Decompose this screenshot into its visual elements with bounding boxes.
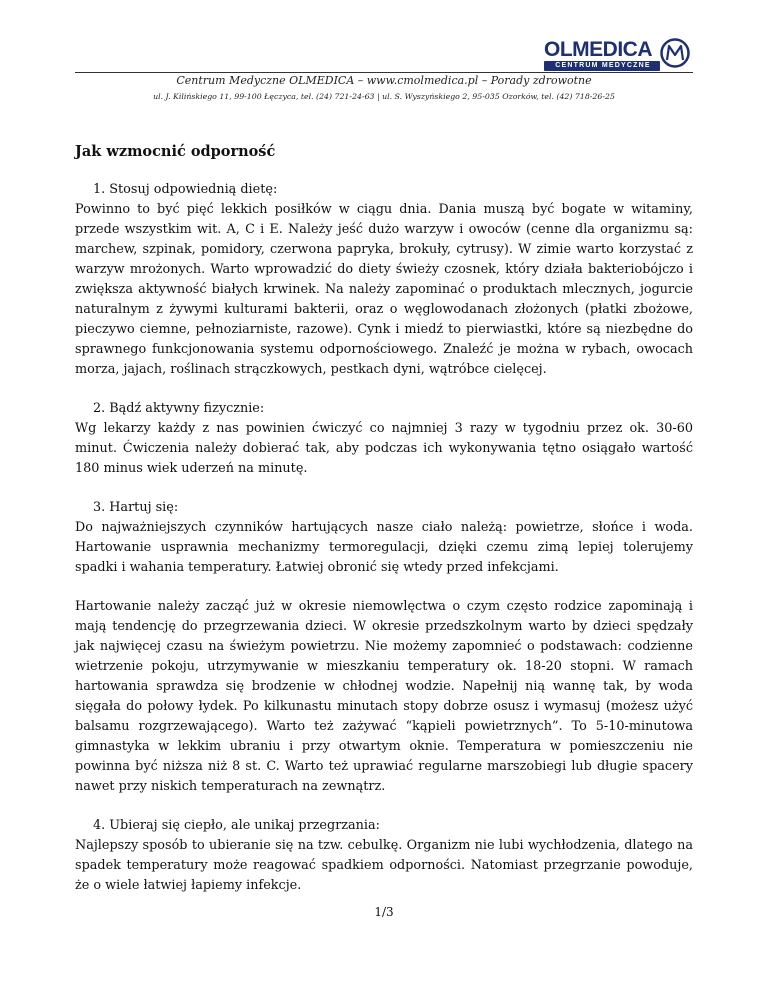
paragraph: Najlepszy sposób to ubieranie się na tzw. cebulkę. Organizm nie lubi wychłodzenia, dlatego na spadek temperatury może reagować spadkiem odporności. Natomiast przegrzanie powoduje, że o wiele łatwiej łapiemy infekcje. [75,838,693,893]
section-diet [75,180,693,380]
page-number: 1/3 [374,905,394,919]
paragraph: Wg lekarzy każdy z nas powinien ćwiczyć co najmniej 3 razy w tygodniu przez ok. 30-60 minut. Ćwiczenia należy dobierać tak, aby podczas ich wykonywania tętno osiągało wartość 180 minus wiek uderzeń na minutę. [75,421,693,476]
logo-wordmark: OLMEDICA [544,38,652,61]
section-hardening [75,498,693,578]
section-clothing [75,816,693,896]
section-heading: 2. Bądź aktywny fizycznie: [93,401,265,416]
paragraph: Powinno to być pięć lekkich posiłków w ciągu dnia. Dania muszą być bogate w witaminy, przede wszystkim wit. A, C i E. Należy jeść dużo warzyw i owoców (cenne dla organizmu są: marchew, szpinak, pomidory, czerwona papryka, brokuły, cytrusy). W zimie warto korzystać z warzyw mrożonych. Warto wprowadzić do diety świeży czosnek, który działa bakteriobójczo i zwiększa aktywność białych krwinek. Na należy zapominać o produktach mlecznych, jogurcie naturalnym z żywymi kulturami bakterii, oraz o węglowodanach złożonych (płatki zbożowe, pieczywo ciemne, pełnoziarniste, razowe). Cynk i miedź to pierwiastki, które są niezbędne do sprawnego funkcjonowania systemu odpornościowego. Znaleźć je można w rybach, owocach morza, jajach, roślinach strączkowych, pestkach dyni, wątróbce cielęcej. [75,202,693,377]
header-address-line: ul. J. Kilińskiego 11, 99-100 Łęczyca, tel. (24) 721-24-63 | ul. S. Wyszyńskiego 2, 95-035 Ozorków, tel. (42) 718-26-25 [153,92,615,101]
document-body [75,180,693,915]
section-heading: 1. Stosuj odpowiednią dietę: [93,182,278,197]
header-title-line: Centrum Medyczne OLMEDICA – www.cmolmedica.pl – Porady zdrowotne [176,74,592,87]
olmedica-logo [544,38,692,74]
section-heading: 4. Ubieraj się ciepło, ale unikaj przegrzania: [93,818,380,833]
logo-m-icon [660,38,690,68]
document-title: Jak wzmocnić odporność [75,143,276,160]
section-activity [75,399,693,479]
header-divider [75,72,693,73]
section-heading: 3. Hartuj się: [93,500,179,515]
section-hardening-cont [75,597,693,797]
paragraph: Hartowanie należy zacząć już w okresie niemowlęctwa o czym często rodzice zapominają i mają tendencję do przegrzewania dzieci. W okresie przedszkolnym warto by dzieci spędzały jak najwięcej czasu na świeżym powietrzu. Nie możemy zapomnieć o podstawach: codzienne wietrzenie pokoju, utrzymywanie w mieszkaniu temperatury ok. 18-20 stopni. W ramach hartowania sprawdza się brodzenie w chłodnej wodzie. Napełnij nią wannę tak, by woda sięgała do połowy łydek. Po kilkunastu minutach stopy dobrze osusz i wymasuj (możesz użyć balsamu rozgrzewającego). Warto też zażywać “kąpieli powietrznych”. To 5-10-minutowa gimnastyka w lekkim ubraniu i przy otwartym oknie. Temperatura w pomieszczeniu nie powinna być niższa niż 8 st. C. Warto też uprawiać regularne marszobiegi lub długie spacery nawet przy niskich temperaturach na zewnątrz. [75,599,693,794]
paragraph: Do najważniejszych czynników hartujących nasze ciało należą: powietrze, słońce i woda. Hartowanie usprawnia mechanizmy termoregulacji, dzięki czemu zimą lepiej tolerujemy spadki i wahania temperatury. Łatwiej obronić się wtedy przed infekcjami. [75,520,693,575]
logo-subtitle: CENTRUM MEDYCZNE [555,62,651,69]
